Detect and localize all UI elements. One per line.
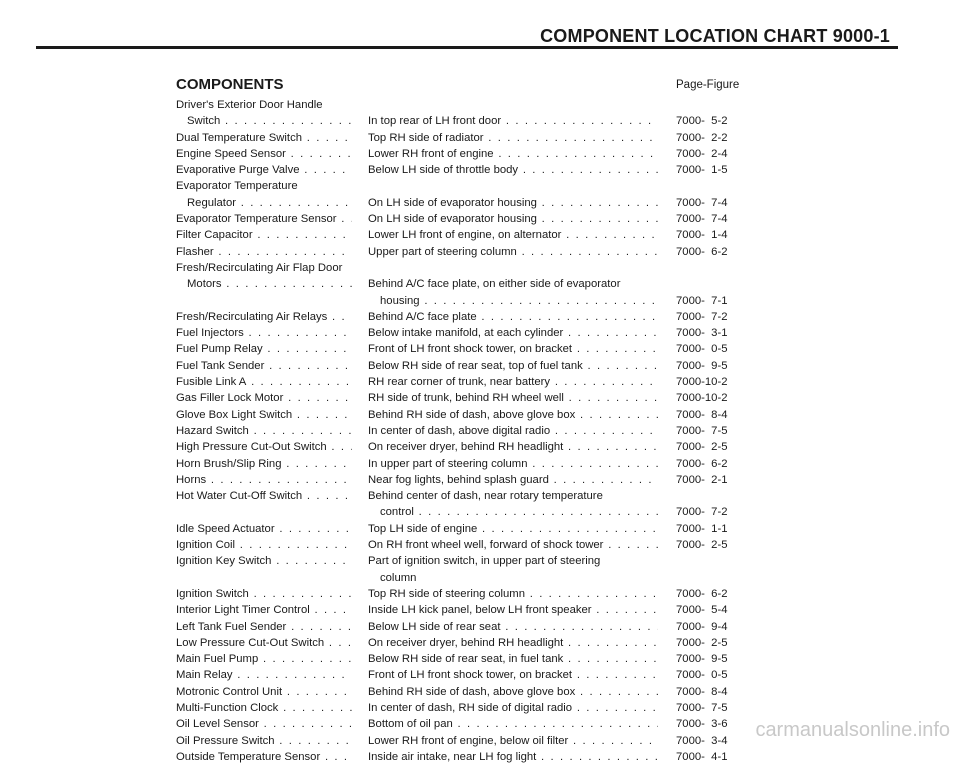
table-row xyxy=(176,472,776,488)
component-name: Main Relay . . . xyxy=(176,667,352,683)
page-figure: 7000- 8-4 xyxy=(676,408,728,421)
table-row xyxy=(176,504,776,520)
page-figure: 7000- 7-4 xyxy=(676,196,728,209)
component-name: Evaporator Temperature Sensor . . . xyxy=(176,211,352,227)
component-name: Idle Speed Actuator . . . xyxy=(176,521,352,537)
component-location: Below intake manifold, at each cylinder . . . xyxy=(368,325,658,341)
component-name: Motors . . . xyxy=(176,276,352,292)
page-figure: 7000- 1-4 xyxy=(676,229,728,242)
component-name: Driver's Exterior Door Handle xyxy=(176,99,323,111)
component-name: Low Pressure Cut-Out Switch . . . xyxy=(176,635,352,651)
component-location: Behind RH side of dash, above glove box . . . xyxy=(368,407,658,423)
component-location: Upper part of steering column . . . xyxy=(368,244,658,260)
page-figure: 7000- 0-5 xyxy=(676,669,728,682)
page-figure: 7000- 3-6 xyxy=(676,718,728,731)
component-location: Front of LH front shock tower, on bracket . . . xyxy=(368,341,658,357)
table-row xyxy=(176,700,776,716)
table-row xyxy=(176,537,776,553)
table-row xyxy=(176,293,776,309)
page-figure: 7000- 2-5 xyxy=(676,539,728,552)
component-location: On RH front wheel well, forward of shock tower . . . xyxy=(368,537,658,553)
component-location: Top LH side of engine . . . xyxy=(368,521,658,537)
component-location: Near fog lights, behind splash guard . . . xyxy=(368,472,658,488)
component-name: Horns . . . xyxy=(176,472,352,488)
component-location: Lower RH front of engine, below oil filter . . . xyxy=(368,733,658,749)
page-figure: 7000- 2-1 xyxy=(676,473,728,486)
component-location: Lower RH front of engine . . . xyxy=(368,146,658,162)
component-location: Part of ignition switch, in upper part of steering xyxy=(368,555,601,568)
component-location: On LH side of evaporator housing . . . xyxy=(368,211,658,227)
page-figure: 7000- 3-1 xyxy=(676,327,728,340)
page-figure: 7000- 3-4 xyxy=(676,734,728,747)
page-figure: 7000- 6-2 xyxy=(676,245,728,258)
component-name: Horn Brush/Slip Ring . . . xyxy=(176,456,352,472)
table-row xyxy=(176,211,776,227)
page-figure: 7000- 7-2 xyxy=(676,310,728,323)
component-location: On LH side of evaporator housing . . . xyxy=(368,195,658,211)
component-name: Dual Temperature Switch . . . xyxy=(176,130,352,146)
table-row xyxy=(176,651,776,667)
component-name: Hot Water Cut-Off Switch . . . xyxy=(176,488,352,504)
component-location: In center of dash, RH side of digital radio . . . xyxy=(368,700,658,716)
table-row xyxy=(176,733,776,749)
component-location: housing . . . xyxy=(368,293,658,309)
page-figure: 7000- 1-5 xyxy=(676,164,728,177)
table-row xyxy=(176,423,776,439)
section-title: COMPONENTS xyxy=(176,76,284,93)
page-figure: 7000- 6-2 xyxy=(676,457,728,470)
component-name: Left Tank Fuel Sender . . . xyxy=(176,619,352,635)
page-figure: 7000- 6-2 xyxy=(676,587,728,600)
component-name: Fuel Injectors . . . xyxy=(176,325,352,341)
table-row xyxy=(176,374,776,390)
component-location: In upper part of steering column . . . xyxy=(368,456,658,472)
page-figure: 7000- 8-4 xyxy=(676,685,728,698)
component-name: Glove Box Light Switch . . . xyxy=(176,407,352,423)
page-figure: 7000- 2-5 xyxy=(676,441,728,454)
table-row xyxy=(176,667,776,683)
component-location: On receiver dryer, behind RH headlight . . . xyxy=(368,439,658,455)
table-row xyxy=(176,309,776,325)
component-location: Behind A/C face plate, on either side of evaporator xyxy=(368,278,621,291)
component-name: Flasher . . . xyxy=(176,244,352,260)
component-location: Below LH side of rear seat . . . xyxy=(368,619,658,635)
component-location: Behind RH side of dash, above glove box . . . xyxy=(368,684,658,700)
table-row xyxy=(176,488,776,504)
component-location: Top RH side of steering column . . . xyxy=(368,586,658,602)
component-location: Below RH side of rear seat, top of fuel tank . . . xyxy=(368,358,658,374)
watermark: carmanualsonline.info xyxy=(755,719,950,741)
component-location: RH rear corner of trunk, near battery . . . xyxy=(368,374,658,390)
page-figure: 7000- 7-1 xyxy=(676,294,728,307)
table-row xyxy=(176,749,776,765)
component-location: Inside air intake, near LH fog light . . . xyxy=(368,749,658,765)
component-name: Multi-Function Clock . . . xyxy=(176,700,352,716)
table-row xyxy=(176,146,776,162)
table-row xyxy=(176,113,776,129)
page-figure: 7000- 1-1 xyxy=(676,522,728,535)
component-location: On receiver dryer, behind RH headlight . . . xyxy=(368,635,658,651)
component-location: Inside LH kick panel, below LH front speaker . . . xyxy=(368,602,658,618)
page-figure: 7000-10-2 xyxy=(676,376,728,389)
component-name: Evaporative Purge Valve . . . xyxy=(176,162,352,178)
table-row xyxy=(176,456,776,472)
table-row xyxy=(176,260,776,276)
table-row xyxy=(176,325,776,341)
component-location: Front of LH front shock tower, on bracket . . . xyxy=(368,667,658,683)
table-row xyxy=(176,390,776,406)
table-row xyxy=(176,635,776,651)
component-name: Ignition Key Switch . . . xyxy=(176,553,352,569)
component-name: Interior Light Timer Control . . . xyxy=(176,602,352,618)
page-header-title: COMPONENT LOCATION CHART 9000-1 xyxy=(540,26,890,46)
component-location: In center of dash, above digital radio . . . xyxy=(368,423,658,439)
component-location: Bottom of oil pan . . . xyxy=(368,716,658,732)
component-name: Filter Capacitor . . . xyxy=(176,227,352,243)
component-name: Fresh/Recirculating Air Flap Door xyxy=(176,261,343,274)
page-figure: 7000-10-2 xyxy=(676,392,728,405)
component-name: Gas Filler Lock Motor . . . xyxy=(176,390,352,406)
component-location: Behind center of dash, near rotary temperature xyxy=(368,490,603,503)
component-table xyxy=(176,97,776,765)
table-row xyxy=(176,341,776,357)
page-figure: 7000- 7-4 xyxy=(676,213,728,226)
component-location: Lower LH front of engine, on alternator . . . xyxy=(368,227,658,243)
page-figure: 7000- 7-5 xyxy=(676,424,728,437)
component-location: Top RH side of radiator . . . xyxy=(368,130,658,146)
component-name: Ignition Switch . . . xyxy=(176,586,352,602)
table-row xyxy=(176,97,776,113)
component-location: Below RH side of rear seat, in fuel tank . . . xyxy=(368,651,658,667)
table-row xyxy=(176,227,776,243)
component-location: Behind A/C face plate . . . xyxy=(368,309,658,325)
component-name: Hazard Switch . . . xyxy=(176,423,352,439)
component-name: Engine Speed Sensor . . . xyxy=(176,146,352,162)
page-figure: 7000- 2-5 xyxy=(676,636,728,649)
table-row xyxy=(176,162,776,178)
table-row xyxy=(176,439,776,455)
table-row xyxy=(176,553,776,569)
column-label-page-figure: Page-Figure xyxy=(676,79,740,91)
component-name: High Pressure Cut-Out Switch . . . xyxy=(176,439,352,455)
component-location: control . . . xyxy=(368,504,658,520)
component-name: Ignition Coil . . . xyxy=(176,537,352,553)
component-location: In top rear of LH front door . . . xyxy=(368,113,658,129)
page-figure: 7000- 9-4 xyxy=(676,620,728,633)
page-figure: 7000- 7-5 xyxy=(676,701,728,714)
component-location: column xyxy=(380,571,417,584)
page-figure: 7000- 9-5 xyxy=(676,359,728,372)
table-row xyxy=(176,570,776,586)
table-row xyxy=(176,586,776,602)
page-figure: 7000- 7-2 xyxy=(676,506,728,519)
page-figure: 7000- 2-4 xyxy=(676,147,728,160)
component-name: Motronic Control Unit . . . xyxy=(176,684,352,700)
component-name: Fuel Tank Sender . . . xyxy=(176,358,352,374)
table-row xyxy=(176,195,776,211)
table-row xyxy=(176,619,776,635)
table-row xyxy=(176,684,776,700)
page-figure: 7000- 9-5 xyxy=(676,653,728,666)
component-name: Fresh/Recirculating Air Relays . . . xyxy=(176,309,352,325)
page-figure: 7000- 4-1 xyxy=(676,750,728,763)
page-figure: 7000- 5-4 xyxy=(676,604,728,617)
component-name: Evaporator Temperature xyxy=(176,180,298,193)
table-row xyxy=(176,276,776,292)
component-location: Below LH side of throttle body . . . xyxy=(368,162,658,178)
table-row xyxy=(176,521,776,537)
header-rule xyxy=(36,46,898,49)
component-name: Switch . . . xyxy=(176,113,352,129)
table-row xyxy=(176,358,776,374)
component-name: Oil Pressure Switch . . . xyxy=(176,733,352,749)
table-row xyxy=(176,178,776,194)
table-row xyxy=(176,244,776,260)
component-name: Oil Level Sensor . . . xyxy=(176,716,352,732)
page-figure: 7000- 0-5 xyxy=(676,343,728,356)
table-row xyxy=(176,407,776,423)
page-figure: 7000- 5-2 xyxy=(676,115,728,128)
component-location: RH side of trunk, behind RH wheel well . . . xyxy=(368,390,658,406)
component-name: Outside Temperature Sensor . . . xyxy=(176,749,352,765)
component-name: Main Fuel Pump . . . xyxy=(176,651,352,667)
component-name: Fusible Link A . . . xyxy=(176,374,352,390)
table-row xyxy=(176,130,776,146)
component-name: Regulator . . . xyxy=(176,195,352,211)
component-name: Fuel Pump Relay . . . xyxy=(176,341,352,357)
table-row xyxy=(176,602,776,618)
page-figure: 7000- 2-2 xyxy=(676,131,728,144)
table-row xyxy=(176,716,776,732)
